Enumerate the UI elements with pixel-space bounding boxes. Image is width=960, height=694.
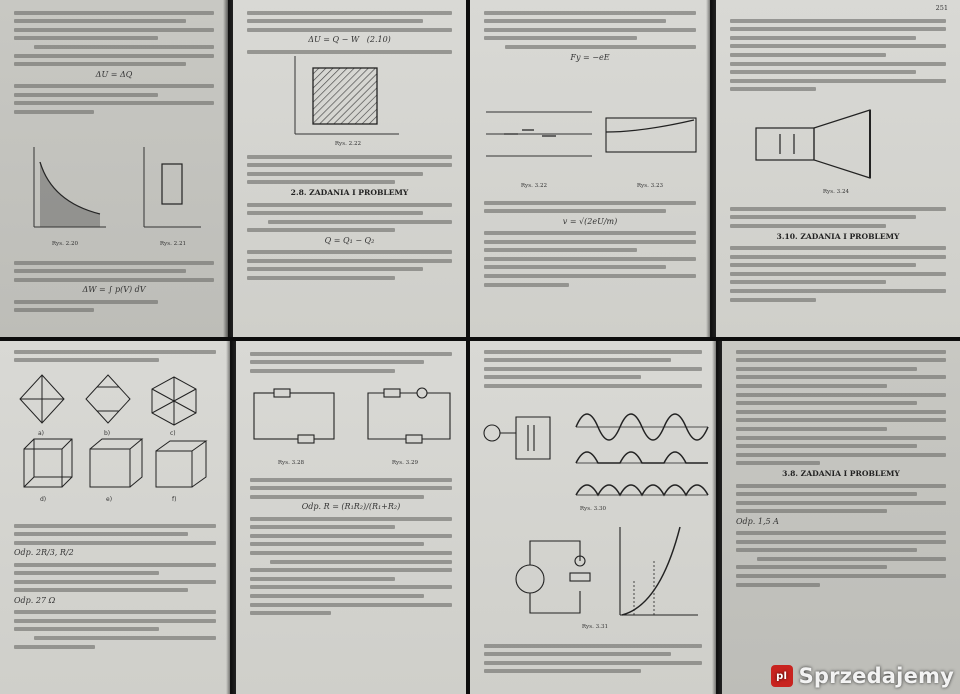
figure-caption: Rys. 3.23 bbox=[636, 183, 664, 189]
text-line bbox=[250, 577, 395, 581]
text-line bbox=[250, 369, 395, 373]
rectifier-waveforms-figure bbox=[476, 397, 712, 501]
text-line bbox=[14, 588, 188, 592]
figure-label: e) bbox=[106, 496, 113, 503]
text-line bbox=[730, 36, 916, 40]
oscilloscope-tube-figure bbox=[750, 104, 930, 184]
text-line bbox=[14, 110, 94, 114]
text-line bbox=[484, 669, 641, 673]
vacuum-tube-characteristic-figure bbox=[484, 521, 704, 621]
text-line bbox=[250, 486, 452, 490]
equation: v = √(2eU/m) bbox=[562, 216, 618, 226]
answer: Odp. 27 Ω bbox=[14, 595, 56, 605]
text-line bbox=[736, 367, 917, 371]
text-line bbox=[14, 532, 188, 536]
text-line bbox=[736, 444, 917, 448]
text-line bbox=[484, 375, 641, 379]
text-line bbox=[14, 62, 186, 66]
text-line bbox=[247, 276, 395, 280]
section-heading: 2.8. ZADANIA I PROBLEMY bbox=[290, 188, 409, 198]
text-line bbox=[736, 531, 946, 535]
circuit-diagram-figure bbox=[246, 379, 458, 457]
text-line bbox=[247, 28, 452, 32]
equation-number: (2.10) bbox=[366, 35, 391, 45]
text-line bbox=[250, 568, 452, 572]
figure-label: b) bbox=[104, 430, 111, 437]
text-line bbox=[736, 375, 946, 379]
text-line bbox=[730, 280, 886, 284]
text-line bbox=[250, 603, 452, 607]
photo-top-left bbox=[0, 0, 466, 337]
page-left bbox=[470, 341, 716, 694]
text-line bbox=[484, 652, 671, 656]
text-line bbox=[250, 478, 452, 482]
photo-bottom-right bbox=[470, 341, 960, 694]
text-line bbox=[484, 209, 666, 213]
text-line bbox=[484, 231, 696, 235]
text-line bbox=[14, 36, 158, 40]
figure-label: c) bbox=[170, 430, 176, 437]
figure-caption: Rys. 2.21 bbox=[159, 241, 187, 247]
text-line bbox=[250, 360, 424, 364]
text-line bbox=[736, 427, 887, 431]
text-line bbox=[14, 101, 214, 105]
text-line bbox=[730, 263, 916, 267]
text-line bbox=[14, 269, 186, 273]
text-line bbox=[730, 272, 946, 276]
text-line bbox=[250, 495, 424, 499]
page-right bbox=[722, 341, 960, 694]
text-line bbox=[484, 257, 696, 261]
figure-caption: Rys. 2.20 bbox=[51, 241, 79, 247]
text-line bbox=[14, 541, 216, 545]
text-line bbox=[14, 627, 159, 631]
text-line bbox=[247, 203, 452, 207]
text-line bbox=[250, 551, 452, 555]
text-line bbox=[14, 580, 216, 584]
text-line bbox=[247, 180, 395, 184]
text-line bbox=[247, 267, 423, 271]
text-line bbox=[247, 250, 452, 254]
figure-label: a) bbox=[38, 430, 45, 437]
text-line bbox=[484, 644, 702, 648]
figure-label: f) bbox=[172, 496, 177, 503]
text-line bbox=[736, 501, 946, 505]
text-line bbox=[247, 259, 452, 263]
domain-badge-icon: pl bbox=[771, 665, 793, 687]
text-line bbox=[736, 484, 946, 488]
text-line bbox=[250, 525, 395, 529]
text-line bbox=[14, 350, 216, 354]
text-line bbox=[14, 524, 216, 528]
text-line bbox=[250, 594, 424, 598]
text-line bbox=[247, 50, 452, 54]
text-line bbox=[736, 358, 946, 362]
page-number: 251 bbox=[935, 4, 948, 12]
text-line bbox=[14, 19, 186, 23]
text-line bbox=[730, 224, 886, 228]
text-line bbox=[14, 278, 214, 282]
figure-caption: Rys. 3.30 bbox=[579, 506, 607, 512]
figure-label: d) bbox=[40, 496, 47, 503]
text-line bbox=[736, 461, 820, 465]
text-line bbox=[736, 418, 946, 422]
text-line bbox=[14, 93, 158, 97]
text-line bbox=[484, 384, 702, 388]
equation bbox=[247, 36, 452, 45]
text-line bbox=[250, 542, 424, 546]
book-gutter bbox=[223, 0, 233, 337]
figure-caption: Rys. 3.31 bbox=[581, 624, 609, 630]
page-left bbox=[470, 0, 710, 337]
text-line bbox=[14, 619, 216, 623]
text-line bbox=[250, 585, 452, 589]
text-line bbox=[250, 611, 331, 615]
text-line bbox=[505, 45, 696, 49]
text-line bbox=[14, 645, 95, 649]
figure-caption: Rys. 3.29 bbox=[391, 460, 419, 466]
text-line bbox=[484, 240, 696, 244]
text-line bbox=[14, 563, 216, 567]
text-line bbox=[247, 19, 423, 23]
section-heading: 3.10. ZADANIA I PROBLEMY bbox=[776, 231, 900, 241]
electron-beam-figure bbox=[482, 92, 702, 180]
text-line bbox=[250, 517, 452, 521]
text-line bbox=[247, 172, 423, 176]
text-line bbox=[736, 401, 917, 405]
page-right bbox=[716, 0, 960, 337]
text-line bbox=[484, 367, 702, 371]
section-heading: 3.8. ZADANIA I PROBLEMY bbox=[782, 469, 900, 479]
page-left bbox=[0, 341, 230, 694]
book-gutter bbox=[706, 0, 716, 337]
text-line bbox=[484, 19, 666, 23]
text-line bbox=[736, 540, 946, 544]
equation: Q = Q₁ − Q₂ bbox=[324, 235, 375, 245]
text-line bbox=[730, 87, 816, 91]
text-line bbox=[736, 574, 946, 578]
text-line bbox=[484, 11, 696, 15]
text-line bbox=[14, 11, 214, 15]
text-line bbox=[247, 163, 452, 167]
text-line bbox=[730, 298, 816, 302]
page-right bbox=[236, 341, 466, 694]
figure-caption: Rys. 3.22 bbox=[520, 183, 548, 189]
book-gutter bbox=[712, 341, 722, 694]
text-line bbox=[730, 255, 946, 259]
text-line bbox=[736, 436, 946, 440]
text-line bbox=[14, 308, 94, 312]
text-line bbox=[730, 19, 946, 23]
text-line bbox=[268, 220, 453, 224]
text-line bbox=[736, 393, 946, 397]
text-line bbox=[247, 228, 395, 232]
text-line bbox=[34, 45, 214, 49]
text-line bbox=[484, 36, 637, 40]
text-line bbox=[250, 534, 452, 538]
text-line bbox=[730, 70, 916, 74]
text-line bbox=[730, 79, 946, 83]
text-line bbox=[736, 583, 820, 587]
text-line bbox=[730, 44, 946, 48]
figure-caption: Rys. 2.22 bbox=[334, 141, 362, 147]
text-line bbox=[730, 246, 946, 250]
text-line bbox=[736, 384, 887, 388]
page-left bbox=[0, 0, 228, 337]
pv-diagram-figure bbox=[26, 142, 206, 242]
text-line bbox=[14, 358, 159, 362]
text-line bbox=[730, 207, 946, 211]
text-line bbox=[14, 571, 159, 575]
equation: Fy = −eE bbox=[570, 52, 610, 62]
text-line bbox=[14, 610, 216, 614]
photo-bottom-left bbox=[0, 341, 466, 694]
text-line bbox=[757, 557, 946, 561]
text-line bbox=[730, 289, 946, 293]
text-line bbox=[484, 201, 696, 205]
text-line bbox=[730, 53, 886, 57]
text-line bbox=[484, 350, 702, 354]
text-line bbox=[14, 54, 214, 58]
equation: Odp. R = (R₁R₂)/(R₁+R₂) bbox=[301, 502, 401, 512]
text-line bbox=[730, 62, 946, 66]
text-line bbox=[730, 215, 916, 219]
hatched-square-figure bbox=[283, 54, 403, 138]
text-line bbox=[730, 27, 946, 31]
book-gutter bbox=[226, 341, 236, 694]
text-line bbox=[736, 453, 946, 457]
equation: ΔU = ΔQ bbox=[95, 69, 133, 79]
page-right bbox=[233, 0, 466, 337]
sprzedajemy-watermark bbox=[771, 664, 954, 688]
text-line bbox=[484, 265, 666, 269]
text-line bbox=[247, 11, 452, 15]
text-line bbox=[250, 352, 452, 356]
text-line bbox=[14, 261, 214, 265]
text-line bbox=[484, 661, 702, 665]
equation-text: ΔU = Q − W bbox=[308, 35, 360, 45]
text-line bbox=[736, 492, 917, 496]
text-line bbox=[736, 350, 946, 354]
text-line bbox=[484, 248, 637, 252]
text-line bbox=[14, 84, 214, 88]
text-line bbox=[484, 274, 696, 278]
text-line bbox=[484, 28, 696, 32]
text-line bbox=[270, 560, 452, 564]
answer: Odp. 1,5 A bbox=[736, 516, 779, 526]
text-line bbox=[736, 410, 946, 414]
text-line bbox=[484, 283, 569, 287]
answer: Odp. 2R/3, R/2 bbox=[14, 548, 74, 558]
text-line bbox=[484, 358, 671, 362]
text-line bbox=[14, 28, 214, 32]
text-line bbox=[14, 300, 158, 304]
polyhedra-figure bbox=[12, 367, 218, 515]
equation: ΔW = ∫ p(V) dV bbox=[82, 285, 146, 295]
figure-caption: Rys. 3.24 bbox=[822, 189, 850, 195]
figure-caption: Rys. 3.28 bbox=[277, 460, 305, 466]
text-line bbox=[247, 211, 423, 215]
text-line bbox=[736, 565, 887, 569]
photo-top-right bbox=[470, 0, 960, 337]
text-line bbox=[34, 636, 216, 640]
text-line bbox=[736, 509, 887, 513]
text-line bbox=[736, 548, 917, 552]
watermark-brand: Sprzedajemy bbox=[798, 664, 954, 688]
text-line bbox=[247, 155, 452, 159]
